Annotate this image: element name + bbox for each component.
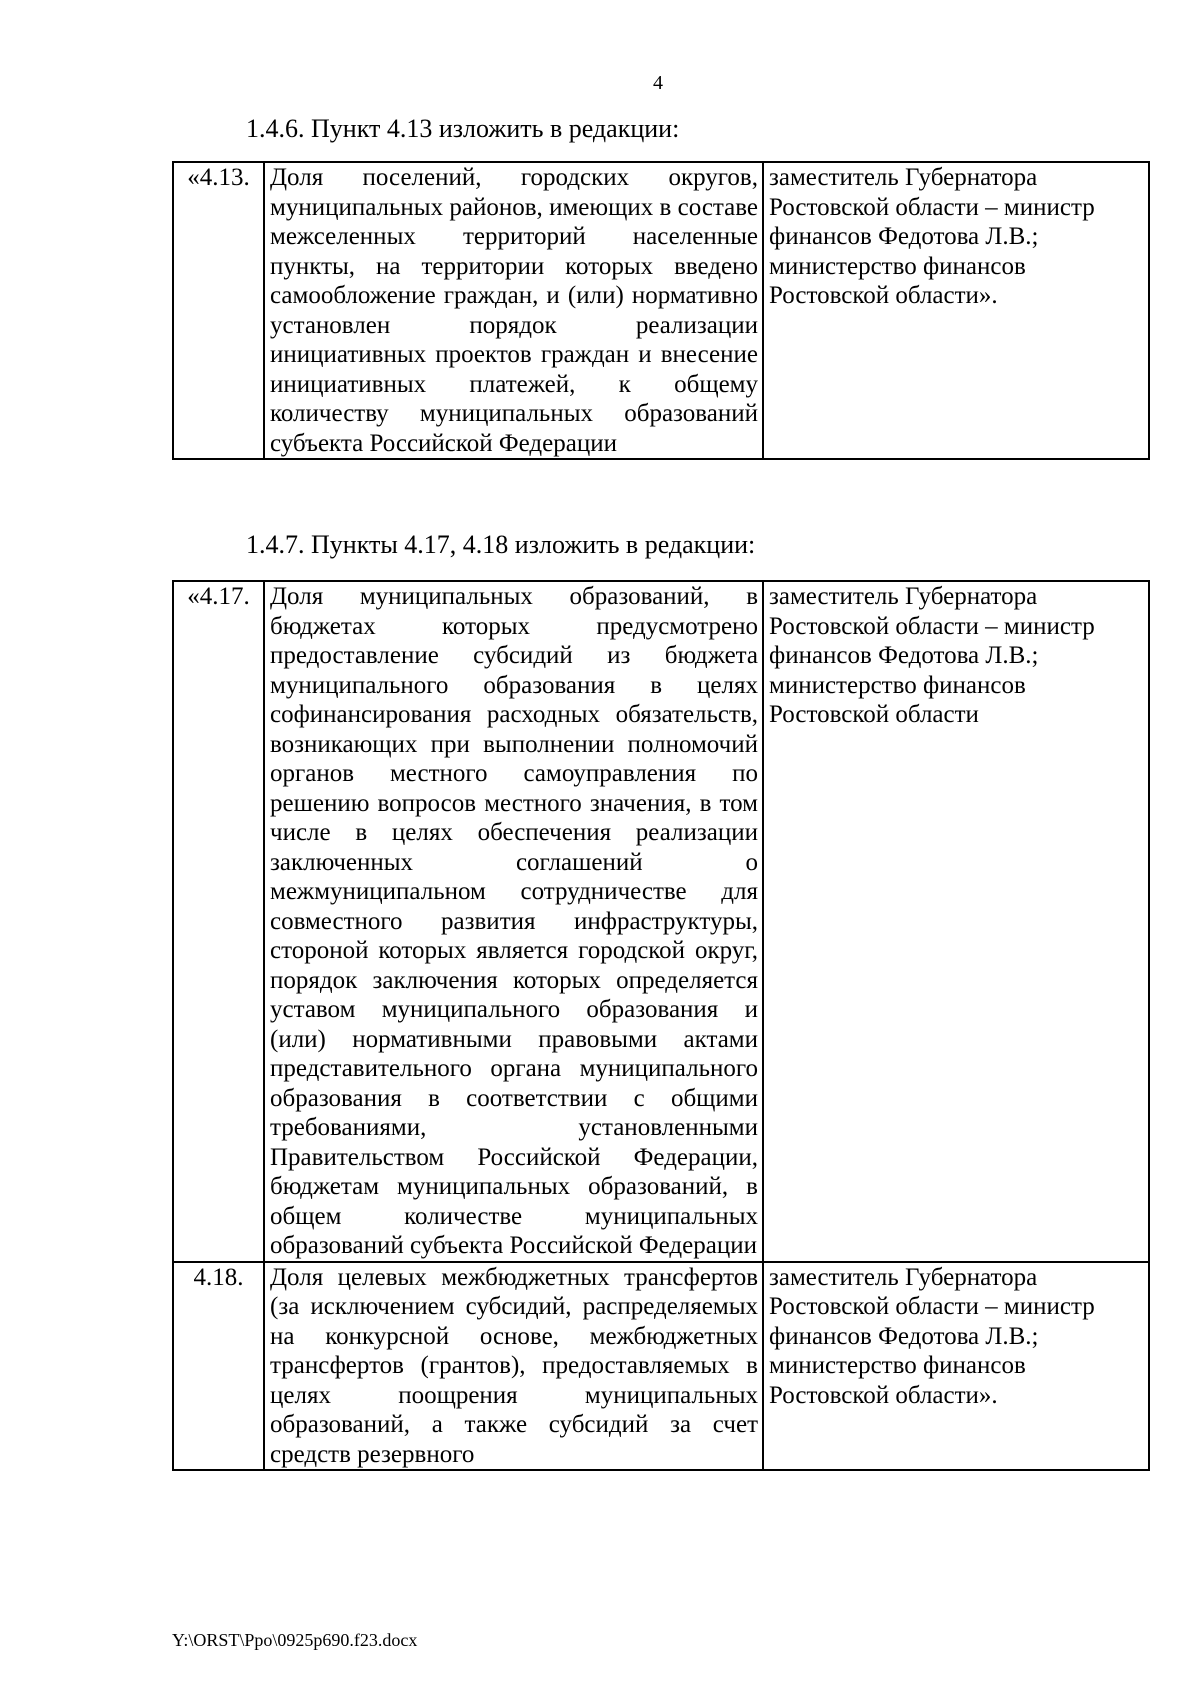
responsible-line: заместитель Губернатора: [769, 583, 1038, 610]
responsible-line: министерство финансов: [769, 252, 1026, 280]
responsible-line: финансов Федотова Л.В.;: [769, 1322, 1039, 1350]
responsible-line: Ростовской области: [769, 701, 979, 728]
indicator-text: Доля муниципальных образований, в бюджетах которых предусмотрено предоставление субсидий из бюджета муниципального образования в целях софинансирования расходных обязательств, возникающих при выполнении полномочий органов местного самоуправления по решению вопросов местного значения, в том числе в целях обеспечения реализации заключенных соглашений о межмуниципальном сотрудничестве для совместного развития инфраструктуры, стороной которых является городской округ, порядок заключения которых определяется уставом муниципального образования и (или) нормативными правовыми актами представительного органа муниципального образования в соответствии с общими требованиями, установленными Правительством Российской Федерации, бюджетам муниципальных образований, в общем количестве муниципальных образований субъекта Российской Федерации: [264, 581, 763, 1262]
responsible-line: Ростовской области».: [769, 1381, 998, 1409]
responsible-line: финансов Федотова Л.В.;: [769, 642, 1039, 669]
page-number: 4: [653, 72, 663, 94]
section-2-intro: 1.4.7. Пункты 4.17, 4.18 изложить в редакции:: [246, 530, 756, 559]
table-row: [173, 581, 1149, 1262]
item-number: «4.13.: [173, 162, 264, 459]
responsible-cell: [763, 1262, 1149, 1471]
item-number: 4.18.: [173, 1262, 264, 1471]
item-number: «4.17.: [173, 581, 264, 1262]
responsible-line: финансов Федотова Л.В.;: [769, 223, 1039, 250]
footer-file-path: Y:\ORST\Ppo\0925p690.f23.docx: [172, 1630, 418, 1650]
section-1-intro: 1.4.6. Пункт 4.13 изложить в редакции:: [246, 114, 680, 143]
table-row: [173, 162, 1149, 459]
responsible-line: Ростовской области – министр: [769, 1293, 1095, 1320]
responsible-line: заместитель Губернатора: [769, 164, 1038, 191]
indicator-text: Доля поселений, городских округов, муниципальных районов, имеющих в составе межселенных территорий населенные пункты, на территории которых введено самообложение граждан, и (или) нормативно установлен порядок реализации инициативных проектов граждан и внесение инициативных платежей, к общему количеству муниципальных образований субъекта Российской Федерации: [264, 162, 763, 459]
amendment-table-4-17-4-18: [172, 580, 1150, 1471]
amendment-table-4-13: [172, 161, 1150, 460]
responsible-line: заместитель Губернатора: [769, 1263, 1038, 1291]
responsible-line: Ростовской области».: [769, 282, 998, 309]
responsible-line: министерство финансов: [769, 671, 1026, 699]
responsible-line: Ростовской области – министр: [769, 193, 1095, 221]
responsible-line: министерство финансов: [769, 1352, 1026, 1379]
responsible-line: Ростовской области – министр: [769, 612, 1095, 640]
responsible-cell: [763, 162, 1149, 459]
indicator-text: Доля целевых межбюджетных трансфертов (за исключением субсидий, распределяемых на конкурсной основе, межбюджетных трансфертов (грантов), предоставляемых в целях поощрения муниципальных образований, а также субсидий за счет средств резервного: [264, 1262, 763, 1471]
table-row: [173, 1262, 1149, 1471]
responsible-cell: [763, 581, 1149, 1262]
